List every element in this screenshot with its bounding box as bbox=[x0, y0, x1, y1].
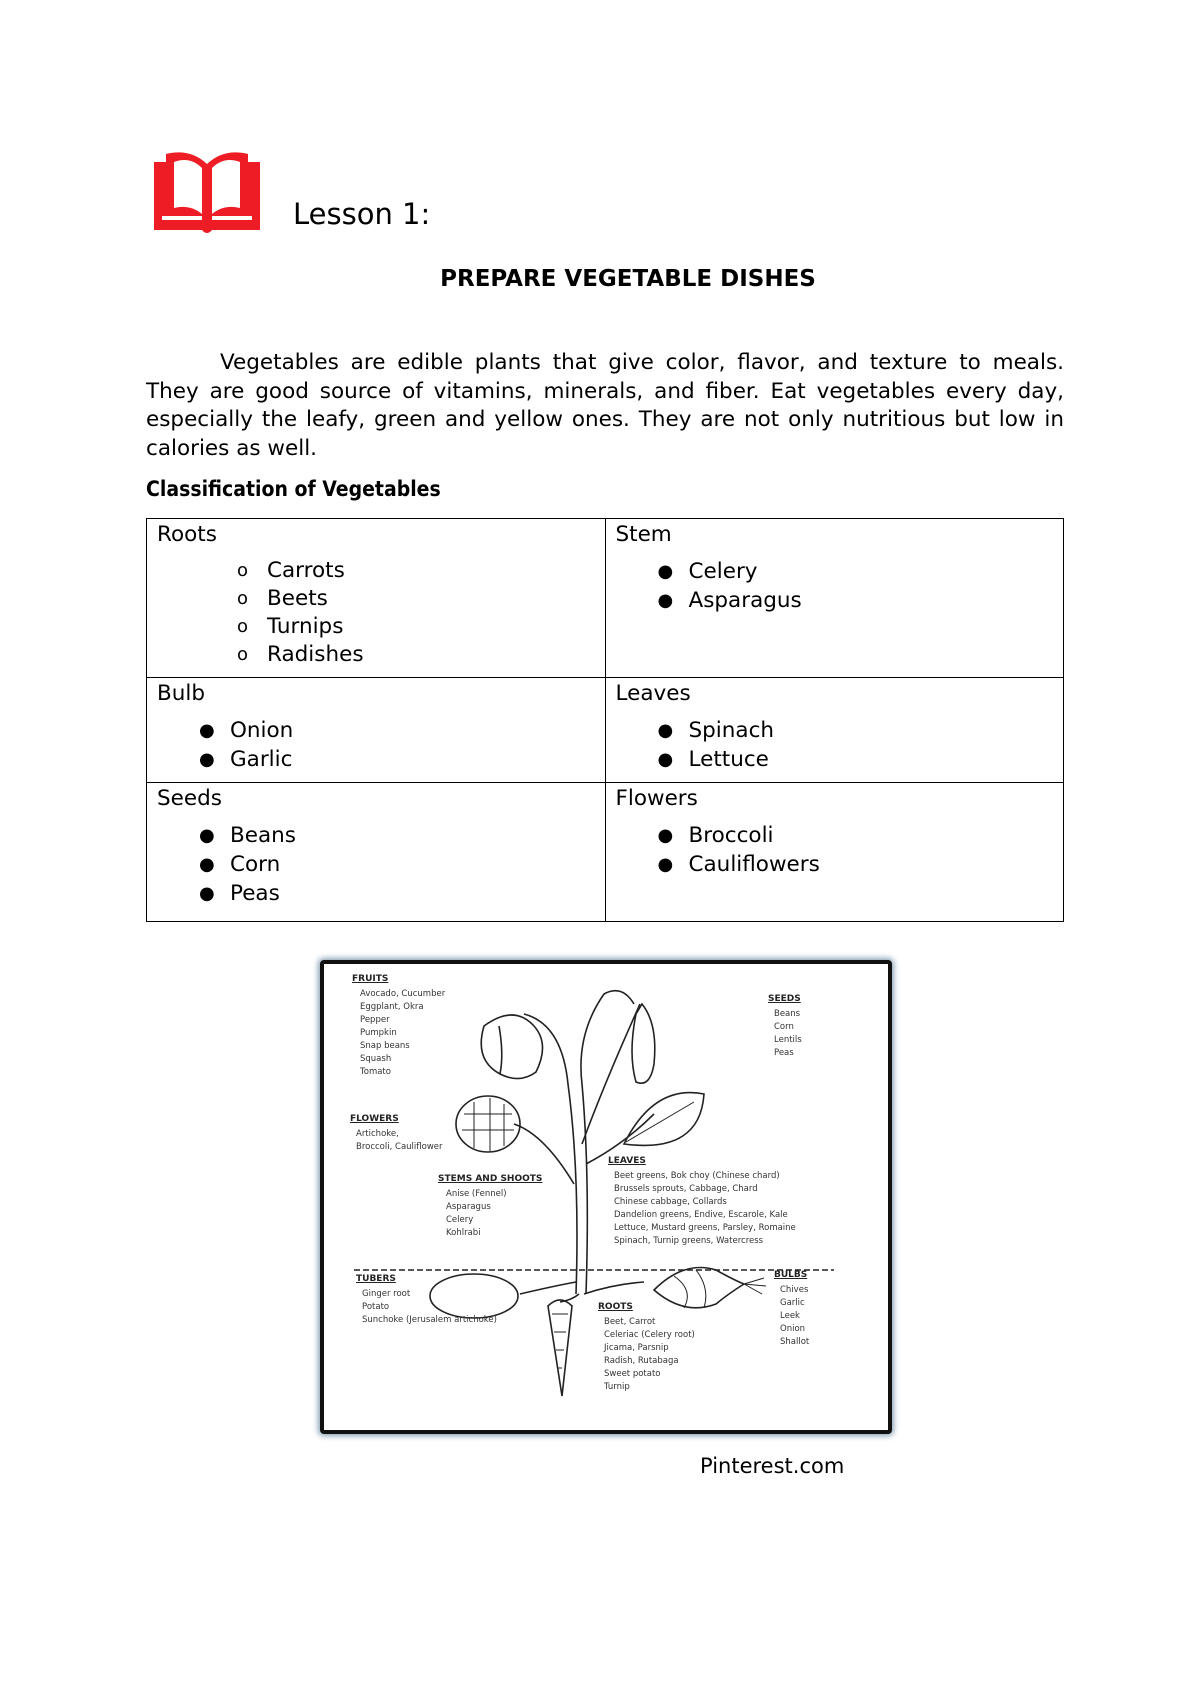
list-item: ● Celery bbox=[657, 559, 758, 584]
bulbs-label: BULBS bbox=[774, 1270, 808, 1280]
bullet-icon: ● bbox=[199, 883, 215, 904]
fruits-label: FRUITS bbox=[352, 974, 389, 984]
image-credit: Pinterest.com bbox=[700, 1454, 845, 1478]
circle-bullet-icon: o bbox=[237, 644, 249, 665]
classification-heading: Classification of Vegetables bbox=[146, 477, 441, 501]
table-row bbox=[147, 519, 1064, 678]
list-item: ● Onion bbox=[199, 718, 294, 743]
leaves-list bbox=[616, 716, 1054, 774]
bullet-icon: ● bbox=[657, 854, 674, 875]
seeds-list bbox=[157, 821, 595, 908]
list-item: ● Asparagus bbox=[657, 588, 802, 613]
stems-fig-list: Anise (Fennel) Asparagus Celery Kohlrabi bbox=[446, 1189, 507, 1238]
bullet-icon: ● bbox=[199, 854, 215, 875]
list-item: ● Broccoli bbox=[657, 823, 774, 848]
roots-cell bbox=[147, 519, 606, 678]
bullet-icon: ● bbox=[199, 720, 215, 741]
roots-list bbox=[157, 557, 595, 669]
bullet-icon: ● bbox=[199, 825, 215, 846]
list-item: ● Beans bbox=[199, 823, 296, 848]
list-item: ● Garlic bbox=[199, 747, 293, 772]
flowers-list bbox=[616, 821, 1054, 879]
bulb-list bbox=[157, 716, 595, 774]
fruits-list: Avocado, Cucumber Eggplant, Okra Pepper Pumpkin Snap beans Squash Tomato bbox=[360, 989, 446, 1077]
seeds-heading: Seeds bbox=[157, 786, 222, 811]
roots-label: ROOTS bbox=[598, 1302, 633, 1312]
bulbs-fig-list: Chives Garlic Leek Onion Shallot bbox=[780, 1285, 810, 1347]
stems-label: STEMS AND SHOOTS bbox=[438, 1174, 543, 1184]
list-item: ● Peas bbox=[199, 881, 280, 906]
list-item: o Beets bbox=[237, 586, 328, 611]
circle-bullet-icon: o bbox=[237, 616, 249, 637]
stem-cell bbox=[605, 519, 1064, 678]
list-item: ● Lettuce bbox=[657, 747, 769, 772]
leaves-heading: Leaves bbox=[615, 681, 691, 706]
flowers-cell bbox=[605, 783, 1064, 922]
bullet-icon: ● bbox=[657, 749, 674, 770]
tubers-label: TUBERS bbox=[356, 1274, 396, 1284]
lesson-title: Lesson 1: bbox=[293, 197, 431, 231]
table-row bbox=[147, 678, 1064, 783]
open-book-icon bbox=[152, 152, 262, 236]
list-item: ● Corn bbox=[199, 852, 281, 877]
roots-heading: Roots bbox=[157, 522, 217, 547]
leaves-label: LEAVES bbox=[608, 1156, 646, 1166]
bullet-icon: ● bbox=[657, 561, 674, 582]
bulb-heading: Bulb bbox=[157, 681, 205, 706]
vegetable-parts-figure bbox=[320, 960, 892, 1434]
seeds-label: SEEDS bbox=[768, 994, 801, 1004]
circle-bullet-icon: o bbox=[237, 588, 249, 609]
list-item: o Radishes bbox=[237, 642, 364, 667]
tubers-fig-list: Ginger root Potato Sunchoke (Jerusalem artichoke) bbox=[362, 1289, 497, 1325]
flowers-fig-list: Artichoke, Broccoli, Cauliflower bbox=[356, 1129, 443, 1152]
circle-bullet-icon: o bbox=[237, 560, 249, 581]
seeds-fig-list: Beans Corn Lentils Peas bbox=[774, 1009, 802, 1058]
table-row bbox=[147, 783, 1064, 922]
bullet-icon: ● bbox=[657, 590, 674, 611]
list-item: ● Cauliflowers bbox=[657, 852, 820, 877]
seeds-cell bbox=[147, 783, 606, 922]
list-item: ● Spinach bbox=[657, 718, 775, 743]
page-title: PREPARE VEGETABLE DISHES bbox=[440, 266, 816, 292]
bullet-icon: ● bbox=[199, 749, 215, 770]
intro-paragraph: Vegetables are edible plants that give color, flavor, and texture to meals. They are good source of vitamins, minerals, and fiber. Eat vegetables every day, especially the leafy, green and yellow ones. They are not only nutritious but low in calories as well. bbox=[146, 350, 1064, 461]
roots-fig-list: Beet, Carrot Celeriac (Celery root) Jicama, Parsnip Radish, Rutabaga Sweet potato Turnip bbox=[604, 1317, 695, 1392]
bulb-cell bbox=[147, 678, 606, 783]
flowers-label: FLOWERS bbox=[350, 1114, 399, 1124]
stem-list bbox=[616, 557, 1054, 615]
leaves-cell bbox=[605, 678, 1064, 783]
bullet-icon: ● bbox=[657, 720, 674, 741]
classification-table bbox=[146, 518, 1064, 922]
bullet-icon: ● bbox=[657, 825, 674, 846]
leaves-fig-list: Beet greens, Bok choy (Chinese chard) Brussels sprouts, Cabbage, Chard Chinese cabbage, Collards Dandelion greens, Endive, Escarole, Kale Lettuce, Mustard greens, Parsley, Romaine Spinach, Turnip greens, Watercress bbox=[614, 1171, 796, 1246]
list-item: o Turnips bbox=[237, 614, 344, 639]
stem-heading: Stem bbox=[615, 522, 672, 547]
flowers-heading: Flowers bbox=[615, 786, 698, 811]
list-item: o Carrots bbox=[237, 558, 345, 583]
